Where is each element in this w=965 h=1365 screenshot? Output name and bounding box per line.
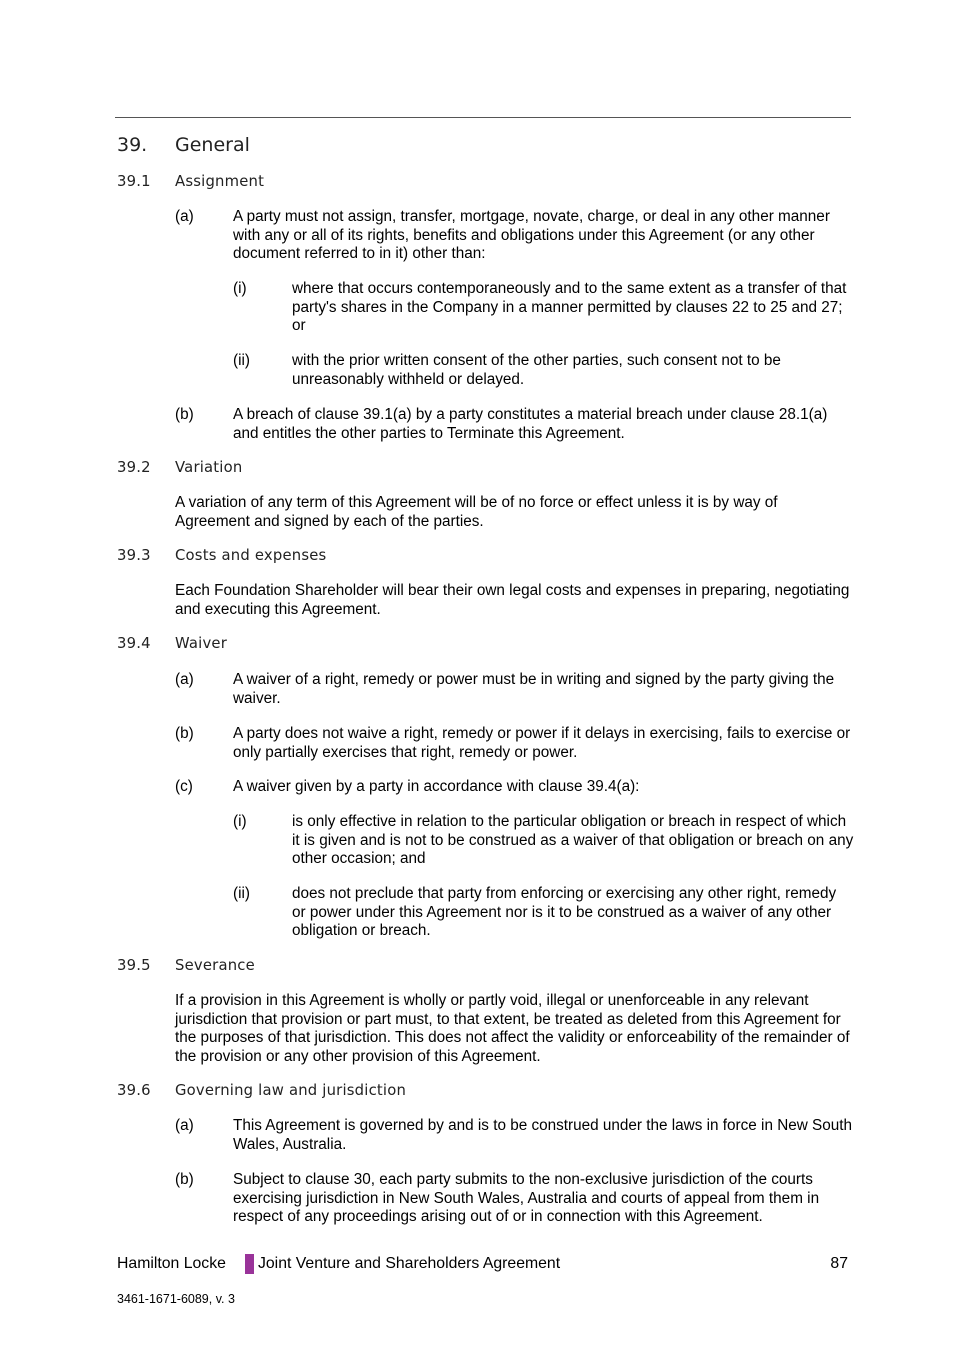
footer-firm: Hamilton Locke <box>117 1255 226 1272</box>
subclause-text: is only effective in relation to the particular obligation or breach in respect of which it is given and is not to be construed as a waiver of that obligation or breach on any other occasion; and <box>292 813 854 868</box>
subsection-title: Costs and expenses <box>175 547 327 564</box>
footer-doc-title: Joint Venture and Shareholders Agreement <box>258 1255 561 1272</box>
subsection-title: Severance <box>175 957 255 974</box>
subsection-number: 39.1 <box>117 173 151 190</box>
subsection-number: 39.4 <box>117 635 151 652</box>
subclause-text: does not preclude that party from enforcing or exercising any other right, remedy or power under this Agreement nor is it to be construed as a waiver of any other obligation or breach. <box>292 885 837 940</box>
clause-text: A waiver of a right, remedy or power must be in writing and signed by the party giving the waiver. <box>233 671 835 707</box>
subclause-text: where that occurs contemporaneously and to the same extent as a transfer of that party's shares in the Company in a manner permitted by clauses 22 to 25 and 27; or <box>292 280 847 335</box>
subsection-title: Variation <box>175 459 243 476</box>
subclause-label: (i) <box>233 813 247 830</box>
subsection-number: 39.5 <box>117 957 151 974</box>
clause-label: (b) <box>175 1171 194 1188</box>
section-title: General <box>175 134 250 156</box>
subclause-label: (i) <box>233 280 247 297</box>
clause-text: Subject to clause 30, each party submits to the non-exclusive jurisdiction of the courts exercising jurisdiction in New South Wales, Australia and courts of appeal from them in respect of any proceedings arising out of or in connection with this Agreement. <box>233 1171 820 1226</box>
clause-text: A party does not waive a right, remedy or power if it delays in exercising, fails to exercise or only partially exercises that right, remedy or power. <box>233 725 851 761</box>
subsection-title: Waiver <box>175 635 228 652</box>
section-number: 39. <box>117 134 148 156</box>
clause-label: (b) <box>175 725 194 742</box>
subclause-text: with the prior written consent of the other parties, such consent not to be unreasonably withheld or delayed. <box>292 352 781 388</box>
clause-text: A party must not assign, transfer, mortgage, novate, charge, or deal in any other manner with any or all of its rights, benefits and obligations under this Agreement (or any other document referred to in it) other than: <box>233 208 830 263</box>
footer-accent-bar <box>245 1254 254 1274</box>
subsection-title: Governing law and jurisdiction <box>175 1082 407 1099</box>
paragraph-text: Each Foundation Shareholder will bear their own legal costs and expenses in preparing, negotiating and executing this Agreement. <box>175 582 850 618</box>
clause-label: (a) <box>175 208 194 225</box>
clause-text: A waiver given by a party in accordance with clause 39.4(a): <box>233 778 640 795</box>
subsection-number: 39.6 <box>117 1082 151 1099</box>
subsection-number: 39.3 <box>117 547 151 564</box>
subsection-title: Assignment <box>175 173 265 190</box>
clause-label: (a) <box>175 1117 194 1134</box>
paragraph-text: A variation of any term of this Agreement will be of no force or effect unless it is by way of Agreement and signed by each of the parties. <box>175 494 778 530</box>
subclause-label: (ii) <box>233 352 250 369</box>
clause-text: A breach of clause 39.1(a) by a party constitutes a material breach under clause 28.1(a) and entitles the other parties to Terminate this Agreement. <box>233 406 828 442</box>
paragraph-text: If a provision in this Agreement is wholly or partly void, illegal or unenforceable in any relevant jurisdiction that provision or part must, to that extent, be treated as deleted from this Agreement for the purposes of that jurisdiction. This does not affect the validity or enforceability of the remainder of the provision or any other provision of this Agreement. <box>175 992 850 1065</box>
document-id: 3461-1671-6089, v. 3 <box>117 1292 235 1306</box>
clause-label: (b) <box>175 406 194 423</box>
clause-text: This Agreement is governed by and is to be construed under the laws in force in New South Wales, Australia. <box>233 1117 853 1153</box>
clause-label: (c) <box>175 778 193 795</box>
clause-label: (a) <box>175 671 194 688</box>
page-number: 87 <box>830 1255 848 1272</box>
header-rule <box>115 117 851 118</box>
subsection-number: 39.2 <box>117 459 151 476</box>
subclause-label: (ii) <box>233 885 250 902</box>
